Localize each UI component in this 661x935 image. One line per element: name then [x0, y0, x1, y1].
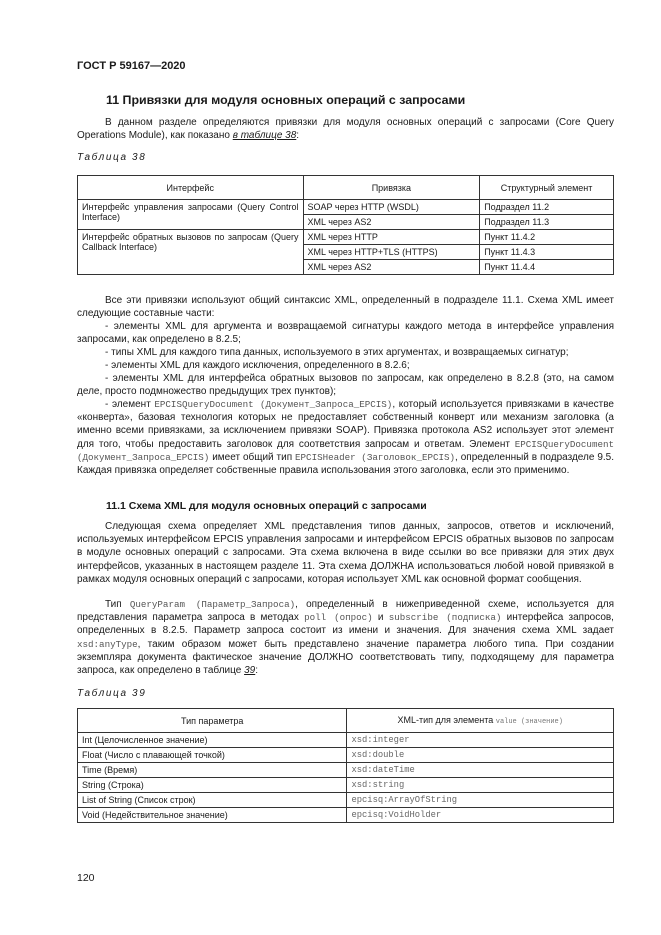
code-poll: poll (опрос): [304, 612, 373, 624]
table-39-xml-cell: xsd:integer: [347, 733, 614, 748]
table-38-binding-cell: XML через HTTP: [303, 230, 480, 245]
table-38-element-cell: Подраздел 11.2: [480, 200, 614, 215]
document-header: ГОСТ Р 59167—2020: [77, 60, 186, 72]
table-38-caption: Таблица 38: [77, 152, 147, 163]
code-anytype: xsd:anyType: [77, 638, 138, 650]
table-39-link[interactable]: 39: [244, 665, 256, 677]
table-39: [77, 708, 614, 823]
schema-paragraph: Следующая схема определяет XML представления типов данных, запросов, ответов и исключений, используемых интерфейсом EPCIS управления запросами и интерфейсом EPCIS обратных вызовов по запросам в модуле основных операций с запросами. Эта схема включена в виде ссылки во все привязки для этих двух интерфейсов, указанных в настоящем разделе 11. Эта схема ДОЛЖНА использоваться любой новой привязкой в рамках модуля основных операций с запросами, которая использует XML как основной формат сообщения.: [77, 521, 614, 585]
table-38-binding-cell: SOAP через HTTP (WSDL): [303, 200, 480, 215]
bullet-item: - элементы XML для каждого исключения, определенного в 8.2.6;: [105, 360, 410, 371]
table-38-element-cell: Пункт 11.4.2: [480, 230, 614, 245]
intro-paragraph: В данном разделе определяются привязки для модуля основных операций с запросами (Core Query Operations Module), как показано в таблице 38:: [77, 117, 614, 142]
code-epcis-query-document: EPCISQueryDocument (Документ_Запроса_EPCIS): [77, 438, 614, 463]
subsection-title: 11.1 Схема XML для модуля основных операций с запросами: [106, 500, 427, 512]
table-39-header-type: Тип параметра: [78, 709, 347, 733]
code-epcis-header: EPCISHeader (Заголовок_EPCIS): [295, 451, 456, 463]
table-39-xml-cell: xsd:double: [347, 748, 614, 763]
bullet-item: - элементы XML для аргумента и возвращаемой сигнатуры каждого метода в интерфейсе управления запросами, как определено в 8.2.5;: [77, 321, 614, 346]
query-param-paragraph: Тип QueryParam (Параметр_Запроса), определенный в нижеприведенной схеме, используется для представления параметра запроса в методах poll (опрос) и subscribe (подписка) интерфейса запросов, определенных в 8.2.5. Параметр запроса состоит из имени и значения. Для значения схема XML задает xsd:anyType, таким образом может быть представлено значение параметра любого типа. При создании экземпляра документа фактическое значение ДОЛЖНО соответствовать типу, подходящему для параметра запроса, как определено в таблице 39:: [77, 599, 615, 677]
code-query-param: QueryParam (Параметр_Запроса): [129, 599, 296, 610]
table-39-xml-cell: epcisq:ArrayOfString: [347, 793, 614, 808]
table-38-element-cell: Пункт 11.4.3: [480, 245, 614, 260]
table-38-binding-cell: XML через AS2: [303, 215, 480, 230]
table-39-type-cell: Void (Недействительное значение): [78, 808, 347, 823]
table-39-xml-cell: epcisq:VoidHolder: [347, 808, 614, 823]
table-39-type-cell: Float (Число с плавающей точкой): [78, 748, 347, 763]
table-38-interface-cell: Интерфейс управления запросами (Query Control Interface): [78, 200, 304, 230]
table-38-element-cell: Пункт 11.4.4: [480, 260, 614, 275]
bullet-item: - типы XML для каждого типа данных, используемого в этих аргументах, и возвращаемых сигнатур;: [105, 347, 569, 358]
section-title: 11 Привязки для модуля основных операций с запросами: [106, 93, 466, 107]
table-38-interface-cell: Интерфейс обратных вызовов по запросам (Query Callback Interface): [78, 230, 304, 275]
table-39-type-cell: String (Строка): [78, 778, 347, 793]
table-38-binding-cell: XML через AS2: [303, 260, 480, 275]
table-39-header-xml: XML-тип для элемента value (значение): [347, 709, 614, 733]
table-38-header-element: Структурный элемент: [480, 176, 614, 200]
body-paragraph: Все эти привязки используют общий синтаксис XML, определенный в подразделе 11.1. Схема XML имеет следующие составные части:: [77, 295, 614, 320]
code-subscribe: subscribe (подписка): [388, 612, 502, 624]
bullet-item: - элементы XML для интерфейса обратных вызовов по запросам, как определено в 8.2.8 (это, на самом деле, просто подмножество предыдущих трех пунктов);: [77, 373, 614, 398]
page-number: 120: [77, 872, 95, 884]
table-39-type-cell: Time (Время): [78, 763, 347, 778]
table-39-type-cell: Int (Целочисленное значение): [78, 733, 347, 748]
table-38-link[interactable]: в таблице 38: [232, 130, 297, 142]
table-39-xml-cell: xsd:dateTime: [347, 763, 614, 778]
element-paragraph: - элемент EPCISQueryDocument (Документ_Запроса_EPCIS), который используется привязками в качестве «конверта», базовая технология которых не предоставляет собственный конверт или механизм заголовка (а именно всеми привязками, за исключением привязки SOAP). Привязка протокола AS2 использует этот элемент для того, чтобы предоставить заголовок для соответствия запросам и ответам. Элемент EPCISQueryDocument (Документ_Запроса_EPCIS) имеет общий тип EPCISHeader (Заголовок_EPCIS), определенный в подразделе 9.5. Каждая привязка определяет собственные правила использования этого заголовка, если это применимо.: [77, 399, 614, 477]
code-epcis-query-document: EPCISQueryDocument (Документ_Запроса_EPCIS): [154, 399, 393, 410]
table-38-header-interface: Интерфейс: [78, 176, 304, 200]
table-38: [77, 175, 614, 275]
table-38-binding-cell: XML через HTTP+TLS (HTTPS): [303, 245, 480, 260]
table-39-xml-cell: xsd:string: [347, 778, 614, 793]
table-39-type-cell: List of String (Список строк): [78, 793, 347, 808]
table-38-element-cell: Подраздел 11.3: [480, 215, 614, 230]
table-38-header-binding: Привязка: [303, 176, 480, 200]
table-39-caption: Таблица 39: [77, 688, 147, 699]
